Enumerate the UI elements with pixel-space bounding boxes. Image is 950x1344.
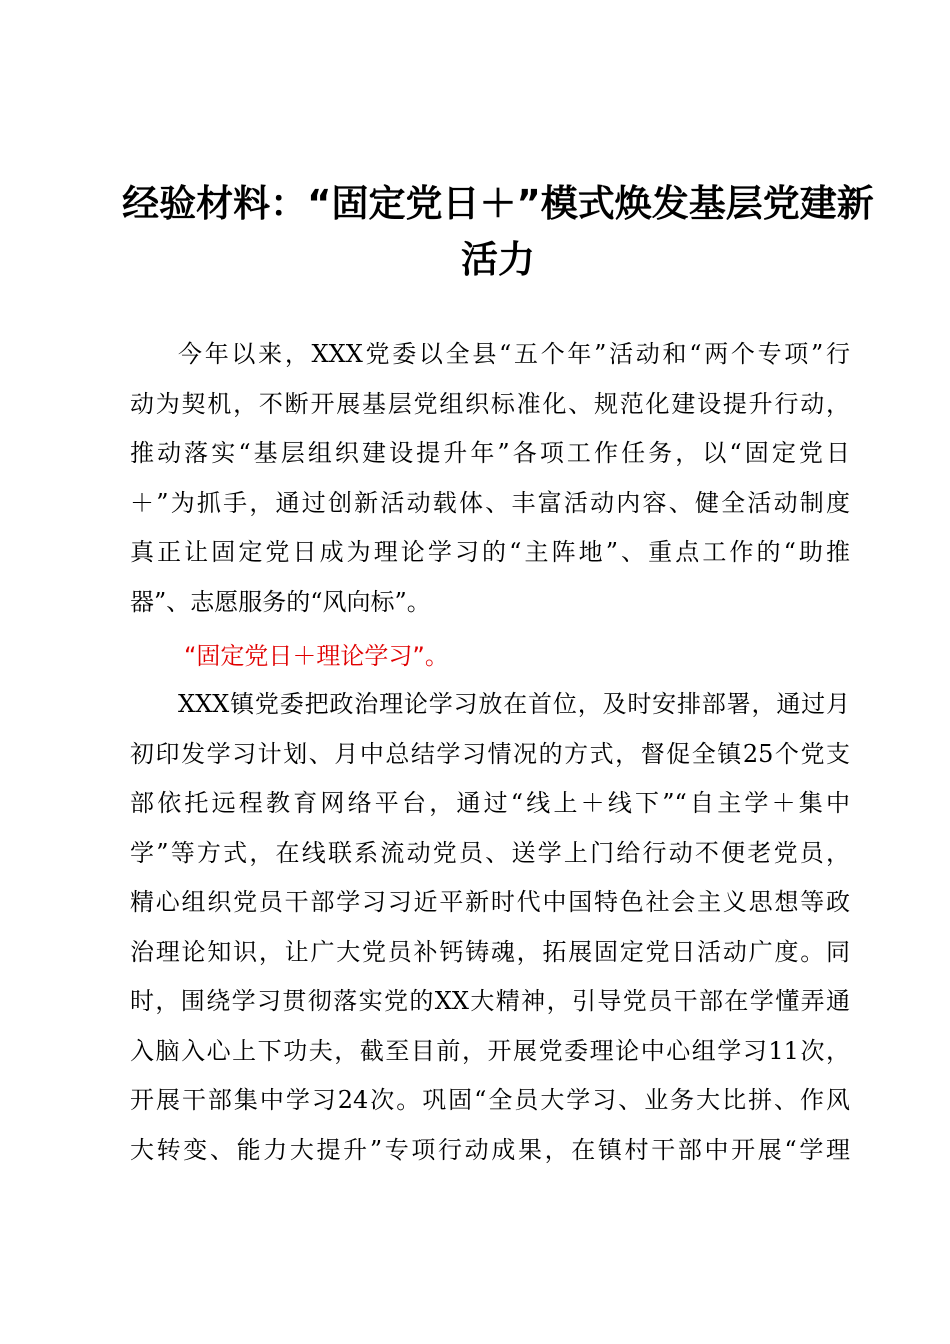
paragraph-line: 精心组织党员干部学习习近平新时代中国特色社会主义思想等政 xyxy=(130,888,850,916)
paragraph-theory-study xyxy=(130,680,850,1175)
paragraph-line: 器”、志愿服务的“风向标”。 xyxy=(130,587,431,616)
paragraph-intro xyxy=(130,330,850,627)
title-line-1: 经验材料：“固定党日＋”模式焕发基层党建新 xyxy=(122,182,874,225)
paragraph-line: 入脑入心上下功夫，截至目前，开展党委理论中心组学习11次， xyxy=(130,1036,850,1065)
section-heading: “固定党日＋理论学习”。 xyxy=(184,642,449,670)
paragraph-line: XXX镇党委把政治理论学习放在首位，及时安排部署，通过月 xyxy=(178,690,850,718)
title-line-2: 活力 xyxy=(461,238,535,281)
paragraph-line: 时，围绕学习贯彻落实党的XX大精神，引导党员干部在学懂弄通 xyxy=(130,987,850,1015)
document-title xyxy=(118,176,878,288)
paragraph-line: 开展干部集中学习24次。巩固“全员大学习、业务大比拼、作风 xyxy=(130,1086,850,1114)
paragraph-line: 动为契机，不断开展基层党组织标准化、规范化建设提升行动， xyxy=(130,389,850,418)
paragraph-line: ＋”为抓手，通过创新活动载体、丰富活动内容、健全活动制度 xyxy=(130,488,850,517)
paragraph-line: 今年以来，XXX党委以全县“五个年”活动和“两个专项”行 xyxy=(178,340,850,368)
paragraph-line: 部依托远程教育网络平台，通过“线上＋线下”“自主学＋集中 xyxy=(130,789,850,817)
paragraph-line: 推动落实“基层组织建设提升年”各项工作任务，以“固定党日 xyxy=(130,439,850,467)
paragraph-line: 真正让固定党日成为理论学习的“主阵地”、重点工作的“助推 xyxy=(130,538,850,566)
paragraph-line: 学”等方式，在线联系流动党员、送学上门给行动不便老党员， xyxy=(130,838,850,867)
paragraph-line: 初印发学习计划、月中总结学习情况的方式，督促全镇25个党支 xyxy=(130,739,850,768)
paragraph-line: 大转变、能力大提升”专项行动成果，在镇村干部中开展“学理 xyxy=(130,1135,850,1164)
paragraph-line: 治理论知识，让广大党员补钙铸魂，拓展固定党日活动广度。同 xyxy=(130,937,850,966)
